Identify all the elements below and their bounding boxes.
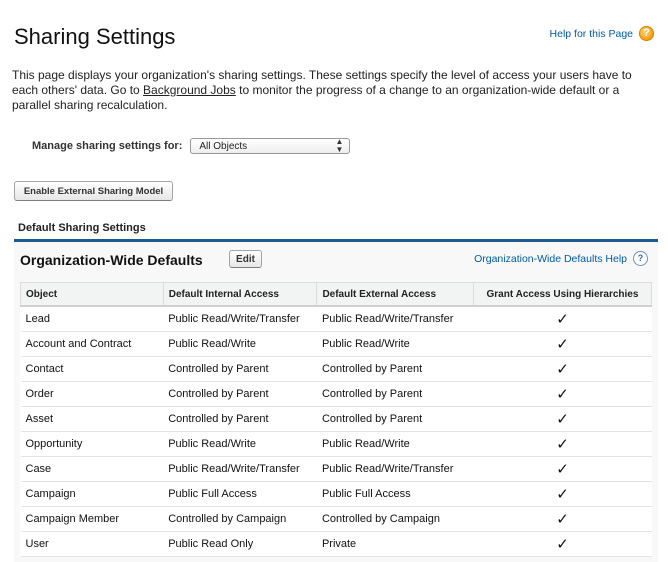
external-access-cell: Controlled by Parent [317,357,474,382]
internal-access-cell: Public Read/Write [163,432,317,457]
enable-external-sharing-model-button[interactable]: Enable External Sharing Model [14,181,173,201]
grant-access-cell [473,382,651,407]
manage-sharing-label: Manage sharing settings for: [32,140,183,152]
external-access-cell: Public Read/Write [317,432,474,457]
table-row [21,306,652,332]
internal-access-cell: Controlled by Parent [163,382,317,407]
table-row [21,507,652,532]
table-row [21,382,652,407]
internal-access-cell: Public Read Only [163,532,317,557]
object-cell: Case [21,457,164,482]
owd-help-label: Organization-Wide Defaults Help [474,252,627,265]
grant-access-cell [473,306,651,332]
object-cell: Account and Contract [21,332,164,357]
checkmark-icon: ✓ [556,460,569,478]
select-value: All Objects [199,140,248,152]
column-header-external-access: Default External Access [317,283,474,307]
external-access-cell: Public Full Access [317,482,474,507]
internal-access-cell: Controlled by Parent [163,407,317,432]
grant-access-cell [473,507,651,532]
checkmark-icon: ✓ [556,435,569,453]
checkmark-icon: ✓ [556,360,569,378]
internal-access-cell: Public Read/Write/Transfer [163,306,317,332]
object-cell: Campaign Member [21,507,164,532]
internal-access-cell: Public Read/Write [163,332,317,357]
grant-access-cell [473,532,651,557]
manage-sharing-select[interactable] [190,138,350,154]
table-row [21,457,652,482]
description-line-2-end: to monitor the progress of a change to an organization-wide default or a [235,83,620,97]
external-access-cell: Controlled by Campaign [317,507,474,532]
checkmark-icon: ✓ [556,510,569,528]
grant-access-cell [473,332,651,357]
grant-access-cell [473,482,651,507]
external-access-cell: Public Read/Write [317,332,474,357]
object-cell: Opportunity [21,432,164,457]
checkmark-icon: ✓ [556,385,569,403]
object-cell: Lead [21,306,164,332]
description-line-2 [12,83,662,98]
grant-access-cell [473,457,651,482]
table-header-row [21,283,652,307]
external-access-cell: Controlled by Parent [317,407,474,432]
object-cell: User [21,532,164,557]
column-header-grant-access: Grant Access Using Hierarchies [473,283,651,307]
column-header-object: Object [21,283,164,307]
description-line-1: This page displays your organization's sharing settings. These settings specify the level of access your users have to [12,68,632,82]
page-description [12,68,662,113]
object-cell: Campaign [21,482,164,507]
table-row [21,357,652,382]
background-jobs-link[interactable]: Background Jobs [143,83,236,97]
table-row [21,432,652,457]
owd-help-link[interactable] [474,251,648,266]
help-for-this-page-link[interactable] [550,26,654,41]
blue-help-icon[interactable]: ? [633,251,648,266]
owd-table [20,282,652,557]
checkmark-icon: ✓ [556,335,569,353]
grant-access-cell [473,357,651,382]
internal-access-cell: Public Full Access [163,482,317,507]
select-arrows-icon: ▲ ▼ [335,137,344,154]
column-header-internal-access: Default Internal Access [163,283,317,307]
internal-access-cell: Controlled by Campaign [163,507,317,532]
owd-title: Organization-Wide Defaults [20,252,203,268]
edit-button[interactable]: Edit [229,250,262,268]
description-line-2-start: each others' data. Go to [12,83,144,97]
grant-access-cell [473,432,651,457]
orange-help-icon[interactable]: ? [639,26,654,41]
object-cell: Contact [21,357,164,382]
grant-access-cell [473,407,651,432]
external-access-cell: Private [317,532,474,557]
external-access-cell: Public Read/Write/Transfer [317,457,474,482]
page-title: Sharing Settings [14,24,176,49]
manage-sharing-row [32,138,350,154]
internal-access-cell: Public Read/Write/Transfer [163,457,317,482]
description-line-3: parallel sharing recalculation. [12,98,168,112]
table-row [21,482,652,507]
help-link-label: Help for this Page [549,27,633,40]
organization-wide-defaults-panel [14,239,658,562]
object-cell: Order [21,382,164,407]
external-access-cell: Controlled by Parent [317,382,474,407]
object-cell: Asset [21,407,164,432]
internal-access-cell: Controlled by Parent [163,357,317,382]
checkmark-icon: ✓ [556,535,569,553]
table-row [21,332,652,357]
external-access-cell: Public Read/Write/Transfer [317,306,474,332]
checkmark-icon: ✓ [556,310,569,328]
checkmark-icon: ✓ [556,485,569,503]
table-row [21,532,652,557]
default-sharing-settings-heading: Default Sharing Settings [18,222,146,234]
checkmark-icon: ✓ [556,410,569,428]
table-row [21,407,652,432]
